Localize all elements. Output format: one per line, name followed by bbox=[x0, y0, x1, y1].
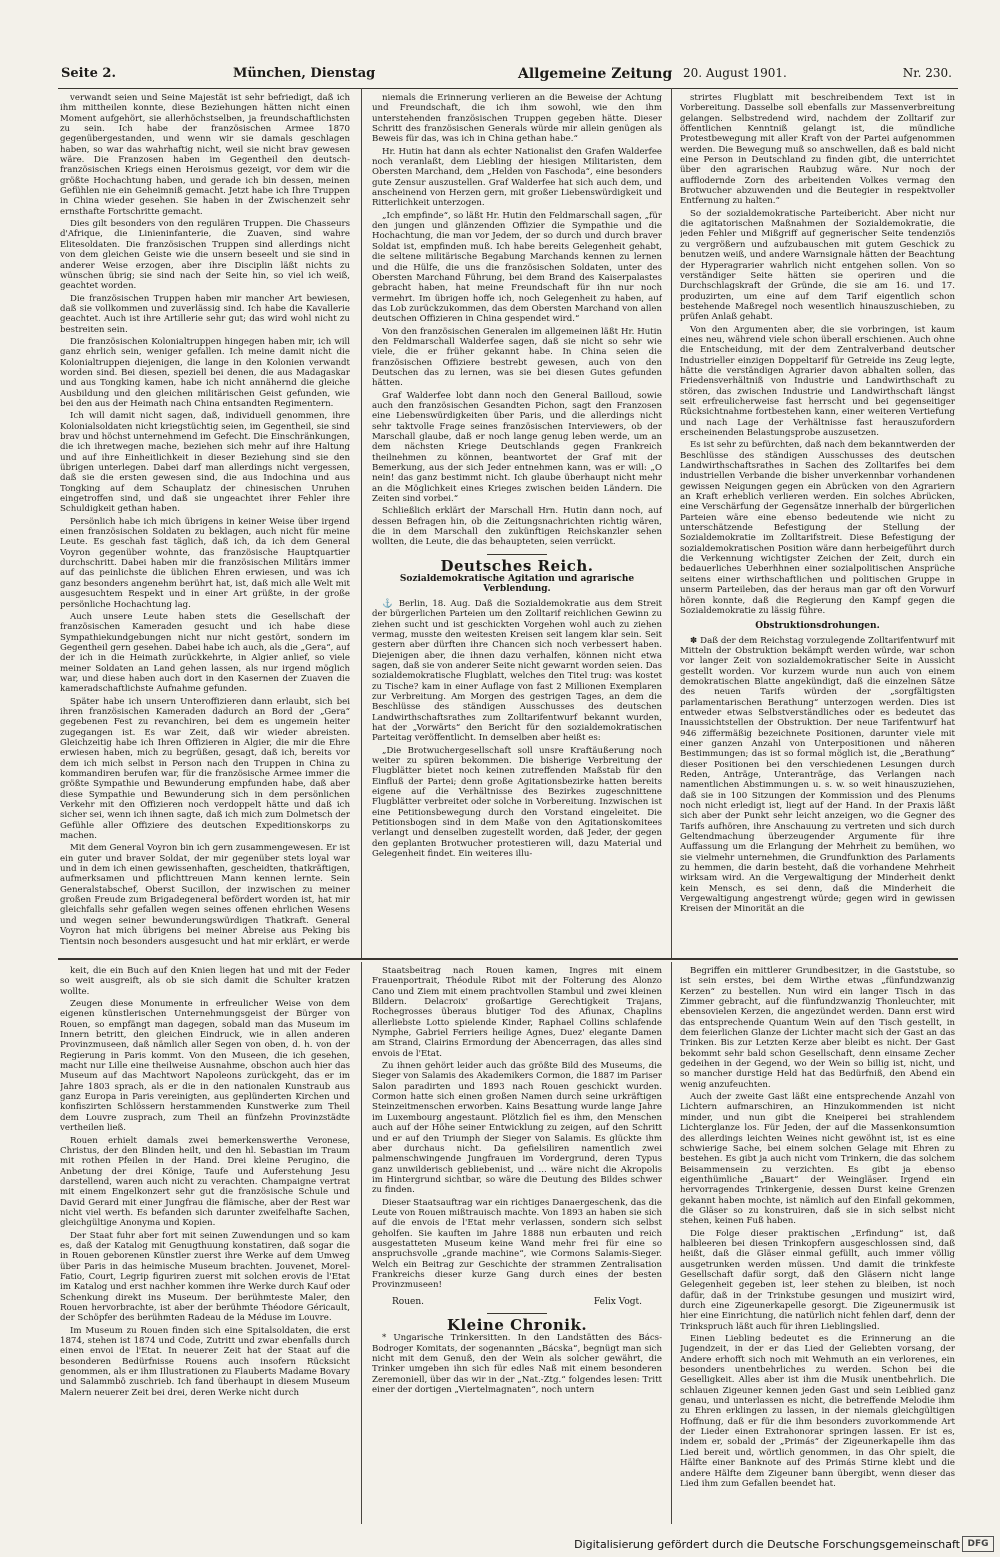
column-divider bbox=[671, 88, 672, 958]
article-walderfee-continued bbox=[372, 93, 662, 548]
footer-credit-text: Digitalisierung gefördert durch die Deutsche Forschungsgemeinschaft bbox=[574, 1538, 960, 1551]
paragraph: Von den französischen Generalen im allgemeinen läßt Hr. Hutin den Feldmarschall Walderfee sagen, daß sie nicht so sehr wie viele, die er früher gekannt habe. In China seien die französischen Offiziere bestrebt gewesen, auch von den Deutschen das zu lernen, was sie bei diesen Gutes gefunden hätten. bbox=[372, 326, 662, 389]
paragraph: strirtes Flugblatt mit beschreibendem Text ist in Vorbereitung. Dasselbe soll ebenfalls zur Massenverbreitung gelangen. Selbstredend wird, nachdem der Zolltarif zur öffentlichen Kenntniß gelangt ist, die mündliche Protestbewegung mit aller Kraft von der Partei aufgenommen werden. Die Bewegung muß so anschwellen, daß es bald nicht eine Person in Deutschland zu finden gibt, die unterrichtet über den agrarischen Raubzug wäre. Nur noch der aufflodernde Zorn des arbeitenden Volkes vermag den Brotwucher abzuwenden und die Beutegier in respektvoller Entfernung zu halten.“ bbox=[680, 93, 955, 207]
article-signature bbox=[372, 1297, 662, 1307]
paragraph: „Ich empfinde“, so läßt Hr. Hutin den Feldmarschall sagen, „für den jungen und glänzenden Offizier die Sympathie und die Hochachtung, die man vor Jedem, der so durch und durch braver Soldat ist, empfinden muß. Ich habe bereits Gelegenheit gehabt, die seltene militärische Begabung Marchands kennen zu lernen und die Hülfe, die uns die französischen Soldaten, unter des Obersten Marchand Führung, bei dem Brand des Kaiserpalastes gebracht haben, hat meine Freundschaft für ihn nur noch vermehrt. Im übrigen hoffe ich, noch Gelegenheit zu haben, auf das Lob zurückzukommen, das dem Obersten Marchand von allen deutschen Offizieren in China gespendet wird.“ bbox=[372, 210, 662, 325]
column-divider bbox=[671, 962, 672, 1524]
paragraph: verwandt seien und Seine Majestät ist sehr befriedigt, daß ich ihm mittheilen konnte, diese Beziehungen hätten nicht einen Moment aufgehört, sie allerhöchstselben, ja freundschaftlichsten zu sein. Ich habe der französischen Armee 1870 gegenübergestanden, und wenn wir sie damals geschlagen haben, so war das wahrhaftig nicht, weil sie nicht brav gewesen wäre. Die Franzosen haben im Gegentheil den deutsch-französischen Kriegs einen Heroismus gezeigt, vor dem wir die größte Hochachtung haben, und gerade ich bin dessen, meinen Gefühlen nie ein Geheimniß gemacht. Jetzt habe ich Ihre Truppen in China wieder gesehen. Sie haben in der Zwischenzeit sehr ernsthafte Fortschritte gemacht. bbox=[60, 93, 350, 217]
paragraph: Dieser Staatsauftrag war ein richtiges Danaergeschenk, das die Leute von Rouen mißtrauisch machte. Von 1893 an haben sie sich auf die envois de l'Etat mehr verlassen, sondern sich selbst geholfen. Sie kauften im Jahre 1888 nun erbauten und reich ausgestatteten Museum keine Wand mehr frei für eine so anspruchsvolle „grande machine“, wie Cormons Salamis-Sieger. Welch ein Beitrag zur Geschichte der strammen Zentralisation Frankreichs dieser kurze Gang durch eines der besten Provinzmuseen! bbox=[372, 1197, 662, 1291]
paragraph: Schließlich erklärt der Marschall Hrn. Hutin dann noch, auf dessen Befragen hin, ob die Zeitungsnachrichten richtig wären, die in dem Marschall den zukünftigen Reichskanzler sehen wollten, die Leute, die das behaupteten, seien verrückt. bbox=[372, 506, 662, 548]
separator-rule bbox=[487, 1313, 547, 1314]
paragraph: Zu ihnen gehört leider auch das größte Bild des Museums, die Sieger von Salamis des Akademikers Cormon, die 1887 im Pariser Salon paradirten und 1893 nach Rouen geschickt wurden. Cormon hatte sich einen großen Namen durch seine urkräftigen Steinzeitmenschen erworben. Kains Besattung wurde lange Jahre im Luxembourg angestaunt. Plötzlich fiel es ihm, den Menschen auch auf der Höhe seiner Entwicklung zu zeigen, auf den Schritt und er auf den Triumph der Sieger von Salamis. Es glückte ihm aber durchaus nicht. Da gefielsiliren namentlich zwei palmenschwingende Jungfrauen im Vordergrund, deren Typus ganz unwilderisch gebliebenist, und ... wäre nicht die Akropolis im Hintergrund sichtbar, so wäre die Deutung des Bildes schwer zu finden. bbox=[372, 1061, 662, 1196]
paragraph: keit, die ein Buch auf den Knien liegen hat und mit der Feder so weit ausgreift, als ob sie sich damit die Schulter kratzen wollte. bbox=[60, 966, 350, 997]
paragraph: Zeugen diese Monumente in erfreulicher Weise von dem eigenen künstlerischen Unternehmungsgeist der Bürger von Rouen, so empfängt man dagegen, sobald man das Museum im Innern betritt, den gleichen Eindruck, wie in allen anderen Provinzmuseen, daß nämlich aller Segen von oben, d. h. von der Regierung in Paris kommt. Von den Museen, die ich gesehen, macht nur Lille eine theilweise Ausnahme, obschon auch hier das Museum auf das Machtwort Napoleons zurückgeht, das er im Jahre 1803 sprach, als er die in den nationalen Kunstraub aus ganz Europa in Paris vereinigten, aus geplünderten Kirchen und konfiszirten Schlössern herstammenden Kunstwerke zum Theil dem Louvre zusprach, zum Theil an fünfzehn Provinzstädte vertheilen ließ. bbox=[60, 999, 350, 1134]
paragraph: ✽ Daß der dem Reichstag vorzulegende Zolltarifentwurf mit Mitteln der Obstruktion bekämpft werden würde, war schon vor langer Zeit von sozialdemokratischer Seite in Aussicht gestellt worden. Vor kurzem wurde nun auch von einem demokratischen Blatte angekündigt, daß die einzelnen Sätze des neuen Tarifs würden der „sorgfältigsten parlamentarischen Berathung“ unterzogen werden. Dies ist entweder etwas Selbstverständliches oder es bedeutet das Inaussichtstellen der Obstruktion. Der neue Tarifentwurf hat 946 ziffermäßig bezeichnete Positionen, darunter viele mit einer ganzen Anzahl von Unterpositionen und näheren Bestimmungen; das ist so formal möglich ist, die „Berathung“ dieser Positionen bei den verschiedenen Lesungen durch Reden, Anträge, Unteranträge, das Verlangen nach namentlichen Abstimmungen u. s. w. so weit hinauszuziehen, daß sie in 100 Sitzungen der Kommission und des Plenums noch nicht erledigt ist, liegt auf der Hand. In der Praxis läßt sich aber der Punkt sehr leicht anzeigen, wo die Gegner des Tarifs aufhören, ihre Anschauung zu vertreten und sich durch Geltendmachung überzeugender Argumente für ihre Auffassung um die Erlangung der Mehrheit zu bemühen, wo sie vielmehr unternehmen, die Grundfunktion des Parlaments zu hemmen, die darin besteht, daß die vorhandene Mehrheit wirksam wird. An die Vergewaltigung der Minderheit denkt kein Mensch, es sei denn, daß die Minderheit die Vergewaltigung angestrengt würde; gegen wird in gewissen Kreisen der Minorität an die bbox=[680, 635, 955, 915]
paragraph: Die französischen Truppen haben mir mancher Art bewiesen, daß sie vollkommen und zuverlässig sind. Ich habe die Kavallerie geachtet. Auch ist ihre Artillerie sehr gut; das wird wohl nicht zu bestreiten sein. bbox=[60, 293, 350, 335]
paragraph: Die französischen Kolonialtruppen hingegen haben mir, ich will ganz ehrlich sein, weniger gefallen. Ich meine damit nicht die Kolonialtruppen diejenigen, die lange in den Kolonien verwandt worden sind. Bei diesen, speziell bei denen, die aus Madagaskar und aus Tongking kamen, habe ich nicht annähernd die gleiche Ausbildung und den gleichen militärischen Geist gefunden, wie bei den aus der Heimath nach China entsandten Regimentern. bbox=[60, 336, 350, 409]
paragraph: Begriffen ein mittlerer Grundbesitzer, in die Gaststube, so ist sein erstes, bei dem Wirthe etwas „fünfundzwanzig Kerzen“ zu bestellen. Nun wird ein langer Tisch in das Zimmer gebracht, auf die fünfundzwanzig Thonleuchter, mit ebensovielen Kerzen, die angezündet werden. Dann erst wird das entsprechende Quantum Wein auf den Tisch gestellt, in dem feierlichen Glanze der Lichter macht sich der Gast an das Trinken. Bis zur Letzten Kerze aber bleibt es nicht. Der Gast bekommt sehr bald schon Gesellschaft, denn einsame Zecher gedeihen in der Gegend, wo der Wein so billig ist, nicht, und so mancher durstige Held hat das Bedürfniß, den Abend ein wenig anzufeuchten. bbox=[680, 966, 955, 1090]
column-divider bbox=[361, 88, 362, 958]
paragraph: Im Museum zu Rouen finden sich eine Spitalsoldaten, die erst 1874, stehen ist 1874 und Code, Zutritt und zwar ebenfalls durch einen envoi de l'Etat. In neuerer Zeit hat der Staat auf die besonderen Bedürfnisse Rouens auch insofern Rücksicht genommen, als er ihm Illustrationen zu Flauberts Madame Bovary und Salammbô zuschrieb. Ich fand überhaupt in diesem Museum Malern neuerer Zeit bei drei, deren Werke nicht durch bbox=[60, 1325, 350, 1398]
top-column-2 bbox=[372, 93, 662, 953]
paragraph: Die Folge dieser praktischen „Erfindung“ ist, daß halbleeren bei diesen Trinkopfern ausgeschlossen sind, daß heißt, daß die Gläser einmal gefüllt, auch immer völlig ausgetrunken werden müssen. Und damit die trinkfeste Gesellschaft dafür sorgt, daß den Gläsern nicht lange Gelegenheit gegeben ist, leer stehen zu bleiben, ist noch dafür, daß in der Trinkstube gesungen und musizirt wird, durch eine Zigeunerkapelle gesorgt. Die Zigeunermusik ist hier eine Einrichtung, die natürlich nicht fehlen darf, denn der Trinkspruch läßt auch für ihren Lieblingslied. bbox=[680, 1228, 955, 1332]
paragraph: Staatsbeitrag nach Rouen kamen, Ingres mit einem Frauenportrait, Théodule Ribot mit der Folterung des Alonzo Cano und Ziem mit einem prachtvollen Stambul und zwei kleinen Bildern. Delacroix' großartige Gerechtigkeit Trajans, Rochegrosses überaus blutiger Tod des Afiunax, Chaplins allerliebste Lotto spielende Kinder, Raphael Collins schlafende Nymphe, Gabriel Ferriers heilige Agnes, Duez' elegante Damen am Strand, Clairins Ermordung der Abencerragen, das alles sind envois de l'Etat. bbox=[372, 966, 662, 1059]
paragraph: Persönlich habe ich mich übrigens in keiner Weise über irgend einen französischen Soldaten zu beklagen, auch nicht für meine Leute. Es geschah fast täglich, daß ich, da ich dem General Voyron gegenüber wohnte, das französische Hauptquartier durchschritt. Dabei haben mir die französischen Militärs immer auf das peinlichste die üblichen Ehren erwiesen, und was ich ganz besonders angenehm berührt hat, ist, daß mich alle Welt mit ausgesuchtem Respekt und in einer Art grüßte, in der große persönliche Hochachtung lag. bbox=[60, 516, 350, 610]
paragraph: Später habe ich unsern Unteroffizieren dann erlaubt, sich bei ihren französischen Kameraden dadurch an Bord der „Gera“ gegebenen Fest zu revanchiren, bei dem es ungemein heiter zugegangen ist. Es war Zeit, daß wir wieder abreisten. Gleichzeitig habe ich Ihren Offizieren in Algier, die mir die Ehre erwiesen haben, mich zu begrüßen, gesagt, daß ich, bereits vor dem ich mich selbst in Person nach den Truppen in China zu kommandiren berufen war, für die französische Armee immer die größte Sympathie und Bewunderung empfunden habe, daß aber diese Sympathie und Bewunderung sich in dem persönlichen Verkehr mit den Offizieren noch verdoppelt hätte und daß ich sicher sei, wenn ich ihnen sagte, daß ich mich zum Dolmetsch der Gefühle aller Offiziere des deutschen Expeditionskorps zu machen. bbox=[60, 696, 350, 842]
newspaper-title: Allgemeine Zeitung bbox=[518, 66, 673, 82]
column-divider bbox=[361, 962, 362, 1524]
page-number-label: Seite 2. bbox=[61, 66, 116, 81]
signature-author: Felix Vogt. bbox=[593, 1296, 642, 1307]
article-trinkersitten bbox=[372, 1333, 662, 1395]
section-title-deutsches-reich: Deutsches Reich. bbox=[440, 556, 594, 575]
header-rule bbox=[58, 88, 958, 89]
separator-rule bbox=[487, 554, 547, 555]
article-headline: Sozialdemokratische Agitation und agrarische Verblendung. bbox=[399, 574, 635, 595]
digitization-footer bbox=[0, 1530, 1000, 1557]
article-obstruktion bbox=[680, 636, 955, 915]
feuilleton-column-1 bbox=[60, 966, 350, 1522]
paragraph: Mit dem General Voyron bin ich gern zusammengewesen. Er ist ein guter und braver Soldat, der mir gegenüber stets loyal war und in dem ich einen gewissenhaften, gescheidten, thatkräftigen, aufmerksamen und pflichttreuen Mann kennen lernte. Sein Generalstabschef, Oberst Sucillon, der inzwischen zu meiner großen Freude zum Brigadegeneral befördert worden ist, hat mir gleichfalls sehr gefallen wegen seines offenen ehrlichen Wesens und wegen seiner bewunderungswürdigen Thatkraft. General Voyron hat mich übrigens bei meiner Abreise aus Peking bis Tientsin noch besonders ausgesucht und hat mir erklärt, er werde bbox=[60, 843, 350, 947]
page-header bbox=[58, 58, 958, 88]
article-continuation bbox=[680, 93, 955, 616]
article-rouen-museum bbox=[372, 966, 662, 1291]
paragraph: Rouen erhielt damals zwei bemerkenswerthe Veronese, Christus, der den Blinden heilt, und den hl. Sebastian im Traum mit rothen Pfeilen in der Hand. Drei kleine Perugino, die Anbetung der drei Könige, Taufe und Auferstehung Jesu darstellend, waren auch nicht zu verachten. Champaigne vertrat mit einem Engelkonzert sehr gut die französische Schule und David Gerard mit einer Jungfrau die flämische, aber der Rest war nicht viel werth. Es befanden sich darunter zweifelhafte Sachen, gleichgültige Anonyma und Kopien. bbox=[60, 1135, 350, 1229]
signature-place: Rouen. bbox=[392, 1296, 424, 1307]
section-title-kleine-chronik: Kleine Chronik. bbox=[446, 1316, 588, 1334]
paragraph: niemals die Erinnerung verlieren an die Beweise der Achtung und Freundschaft, die ich ihm sowohl, wie den ihm unterstehenden französischen Truppen gegeben hätte. Dieser Schritt des französischen Generals würde mir allein genügen als Beweis für das, was ich in China gethan habe.“ bbox=[372, 93, 662, 145]
paragraph: Von den Argumenten aber, die sie vorbringen, ist kaum eines neu, während viele schon überall erschienen. Auch ohne die Entscheidung, mit der dem Zentralverband deutscher Industrieller einzigen Doppeltarif für Getreide ins Zeug legte, hätte die verständigen Agrarier davon abhalten sollen, das Friedensverhältniß von Industrie und Landwirthschaft zu stören, das zwischen Industrie und Landwirthschaft längst seit erfreulicherweise fast herrscht und bei gegenseitiger Rücksichtnahme fortbestehen kann, einer weiteren Vertiefung und nach Lage der Verhältnisse fast herauszufordern erscheinenden Belastungsprobe auszusetzen. bbox=[680, 324, 955, 438]
paragraph: Hr. Hutin hat dann als echter Nationalist den Grafen Walderfee noch veranlaßt, dem Liebling der hiesigen Militaristen, dem Obersten Marchand, dem „Helden von Faschoda“, eine besonders gute Zensur auszustellen. Graf Walderfee hat sich auch dem, und anscheinend von Herzen gern, mit großer Liebenswürdigkeit und Ritterlichkeit unterzogen. bbox=[372, 146, 662, 209]
paragraph: Dies gilt besonders von den regulären Truppen. Die Chasseurs d'Afrique, die Linieninfanterie, die Zuaven, sind wahre Elitesoldaten. Die französischen Truppen sind allerdings nicht von dem gleichen Geiste wie die unsern beseelt und sie sind in anderer Weise erzogen, aber ihre Disciplin läßt nichts zu wünschen übrig; sie sind nach der Seite hin, so viel ich weiß, geachtet worden. bbox=[60, 219, 350, 292]
paragraph: Der Staat fuhr aber fort mit seinen Zuwendungen und so kam es, daß der Katalog mit Genugthuung konstatiren, daß sogar die in Rouen geborenen Künstler zuerst ihre Werke auf dem Umweg über Paris in das heimische Museum brachten. Jouvenet, Morel-Fatio, Court, Legrip figuriren zuerst mit solchen erovis de l'Etat im Katalog und erst nachher kommen ihre Werke durch Kauf oder Schenkung direkt ins Museum. Der berühmteste Maler, den Rouen hervorbrachte, ist aber der berühmte Théodore Géricault, der Schöpfer des berühmten Radeau de la Méduse im Louvre. bbox=[60, 1230, 350, 1324]
dfg-logo: DFG bbox=[962, 1536, 994, 1552]
top-column-3 bbox=[680, 93, 955, 953]
paragraph: Auch der zweite Gast läßt eine entsprechende Anzahl von Lichtern aufmarschiren, an Hinzukommenden ist nicht minder, und nun gibt die Kneiperei bei strahlendem Lichterglanze los. Für Jeden, der auf die Massenkonsumtion des allerdings leichten Weines nicht gewöhnt ist, ist es eine schwierige Sache, bei einem solchen Gelage mit Ehren zu bestehen. Es gibt ja auch nicht vom Trinkern, die das solchem Beisammensein zu verzichten. Es gibt ja ebenso eigenthümliche „Bauart“ der Weingläser. Irgend ein hervorragendes Trinkergenie, dessen Durst keine Grenzen gekannt haben mochte, ist nämlich auf den Einfall gekommen, die Gläser so zu konstruiren, daß sie in sich selbst nicht stehen, keinen Fuß haben. bbox=[680, 1092, 955, 1227]
issue-number: Nr. 230. bbox=[902, 66, 952, 80]
paragraph: „Die Brotwuchergesellschaft soll unsre Kraftäußerung noch weiter zu spüren bekommen. Die bisherige Verbreitung der Flugblätter bietet noch keinen zutreffenden Maßstab für den Einfluß der Partei; denn große Agitationsbezirke hatten bereits eigene auf die Verhältnisse des Bezirkes zugeschnittene Flugblätter verbreitet oder solche in Vorbereitung. Inzwischen ist eine Petitionsbewegung durch den Vorstand eingeleitet. Die Petitionsbogen sind in dem Maße von den Agitationskomitees verlangt und denselben zugestellt worden, daß Jeder, der gegen den geplanten Brotwucher protestieren will, dazu Material und Gelegenheit findet. Ein weiteres illu- bbox=[372, 745, 662, 860]
paragraph: * Ungarische Trinkersitten. In den Landstätten des Bács-Bodroger Komitats, der sogenannten „Bácska“, begnügt man sich nicht mit dem Genuß, den der Wein als solcher gewährt, die Trinker umgeben ihn sich für edles Naß mit einem besonderen Zeremoniell, über das wir in der „Nat.-Ztg.“ folgendes lesen: Tritt einer der dortigen „Viertelmagnaten“, noch untern bbox=[372, 1333, 662, 1396]
paragraph: So der sozialdemokratische Parteibericht. Aber nicht nur die agitatorischen Maßnahmen der Sozialdemokratie, die jeden Fehler und Mißgriff auf gegnerischer Seite tendenziös zu vergrößern und aufzubauschen mit gutem Geschick zu benutzen weiß, und andere Warnsignale hätten der Beachtung der Hyperagrarier wahrlich nicht entgehen sollen. Von so verständiger Seite hätten sie operiren und die Durchschlagskraft der Gründe, die sie am 16. und 17. produzirten, um eine auf dem Tarif eigentlich schon bestehende Maßregel noch wesentlich hinauszuschieben, zu prüfen Anlaß gehabt. bbox=[680, 208, 955, 323]
paragraph: Ich will damit nicht sagen, daß, individuell genommen, ihre Kolonialsoldaten nicht kriegstüchtig seien, im Gegentheil, sie sind brav und höchst unternehmend im Gefecht. Die Einschränkungen, die ich ihretwegen mache, beziehen sich mehr auf ihre Haltung und auf ihre Einheitlichkeit in dieser Beziehung sind sie den übrigen unterlegen. Dabei darf man allerdings nicht vergessen, daß sie die ersten gewesen sind, die aus Indochina und aus Tongking auf dem Schauplatz der chinesischen Unruhen eingetroffen sind, und daß sie ungeachtet ihrer Fehler ihre Schuldigkeit gethan haben. bbox=[60, 411, 350, 515]
feuilleton-column-3 bbox=[680, 966, 955, 1522]
paragraph: Auch unsere Leute haben stets die Gesellschaft der französischen Kameraden gesucht und ich habe diese Sympathiekundgebungen nicht nur nicht gestört, sondern im Gegentheil gern gesehen. Dabei habe ich auch, als die „Gera“, auf der ich in die Heimath zurückkehrte, in Algier anlief, so viele meiner Soldaten an Land gehen lassen, als nur irgend möglich war, und diese haben auch dort in den Kasernen der Zuaven die kameradschaftlichste Aufnahme gefunden. bbox=[60, 611, 350, 695]
section-double-rule bbox=[58, 958, 958, 960]
top-column-1 bbox=[60, 93, 350, 953]
article-sozialdemokratie bbox=[372, 599, 662, 860]
paragraph: Es ist sehr zu befürchten, daß nach dem bekanntwerden der Beschlüsse des ständigen Ausschusses des deutschen Landwirthschaftsrathes in Sachen des Zolltarifes bei dem industriellen Verbande die bisher unverkennbar vorhandenen gewissen Neigungen gegen ein Abrücken von den Agrariern an Kraft erheblich verlieren werden. Ein solches Abrücken, eine Verschärfung der Gegensätze innerhalb der bürgerlichen Parteien wäre eine ebenso bedeutende wie nicht zu unterschätzende Befestigung der Stellung der Sozialdemokratie im Zolltarifstreit. Diese Befestigung der sozialdemokratischen Position wäre dann herbeigeführt durch die Verkennung wichtigster Zeichen der Zeit, durch ein bedauerliches Ueberhhnen einer sozialpolitischen Ansprüche seitens einer wirthschaftlichen und politischen Gruppe in unserm Parteileben, das der heraus man gar oft den Vorwurf hören konnte, daß die Regierung den Kampf gegen die Sozialdemokratie zu lässig führe. bbox=[680, 440, 955, 616]
issue-date: 20. August 1901. bbox=[683, 66, 787, 80]
feuilleton-column-2 bbox=[372, 966, 662, 1522]
article-headline-obstruktion: Obstruktionsdrohungen. bbox=[755, 621, 880, 632]
paragraph: Einen Liebling bedeutet es die Erinnerung an die Jugendzeit, in der er das Lied der Geliebten vorsang, der Andere erhofft sich noch mit Wehmuth an ein verlorenes, ein besonders unentbehrliches zu werden. Schon bei die Geselligkeit. Alles aber ist ihm die Musik unentbehrlich. Die schlauen Zigeuner kennen jeden Gast und sein Leiblied ganz genau, und unterlassen es nicht, die betreffende Melodie ihm zu Ehren erklingen zu lassen, in der niemals gleichgültigen Hoffnung, daß er für die ihm besonders zuvorkommende Art der Lieder einen Extrahonorar springen lassen. Er ist es, indem er, sobald der „Primás“ der Zigeunerkapelle ihm das Lied bereit und, wörtlich genommen, in das Ohr spielt, die Hälfte einer Banknote auf des Primás Stirne klebt und die andere Hälfte dem Zigeuner bann übergibt, wenn dieser das Lied ihm zum Gefallen beendet hat. bbox=[680, 1334, 955, 1489]
paragraph: ⚓ Berlin, 18. Aug. Daß die Sozialdemokratie aus dem Streit der bürgerlichen Parteien um den Zolltarif reichlichen Gewinn zu ziehen sucht und ist geschickten Vorgehen wohl auch zu ziehen vermag, musste den weitesten Kreisen seit langem klar sein. Seit gestern aber dürften ihre Chancen sich noch verbessert haben. Diejenigen aber, die ihnen dazu verhalfen, können nicht etwa sagen, daß sie von anderer Seite nicht gewarnt worden seien. Das sozialdemokratische Flugblatt, welches den Titel trug: was kostet zu Tische? kam in einer Auflage von fast 2 Millionen Exemplaren zur Verbreitung. Am Morgen des gestrigen Tages, an dem die Beschlüsse des ständigen Ausschusses des deutschen Landwirthschaftsrathes zum Zolltarifentwurf bekannt wurden, hat der „Vorwärts“ den Bericht für den sozialdemokratischen Parteitag veröffentlicht. In demselben aber heißt es: bbox=[372, 598, 662, 744]
place-day-label: München, Dienstag bbox=[233, 66, 376, 81]
paragraph: Graf Walderfee lobt dann noch den General Bailloud, sowie auch den französischen Gesandten Pichon, sagt den Franzosen eine Liebenswürdigkeiten über Paris, und die allerdings nicht sehr taktvolle Frage seines französischen Interviewers, ob der Marschall glaube, daß er noch lange genug leben werde, um an dem nächsten Kriege Deutschlands gegen Frankreich theilnehmen zu können, beantwortet der Graf mit der Bemerkung, aus der sich Jeder entnehmen kann, was er will: „O nein! das ganz bestimmt nicht. Ich glaube überhaupt nicht mehr an die Möglichkeit eines Krieges zwischen beiden Ländern. Die Zeiten sind vorbei.“ bbox=[372, 390, 662, 505]
